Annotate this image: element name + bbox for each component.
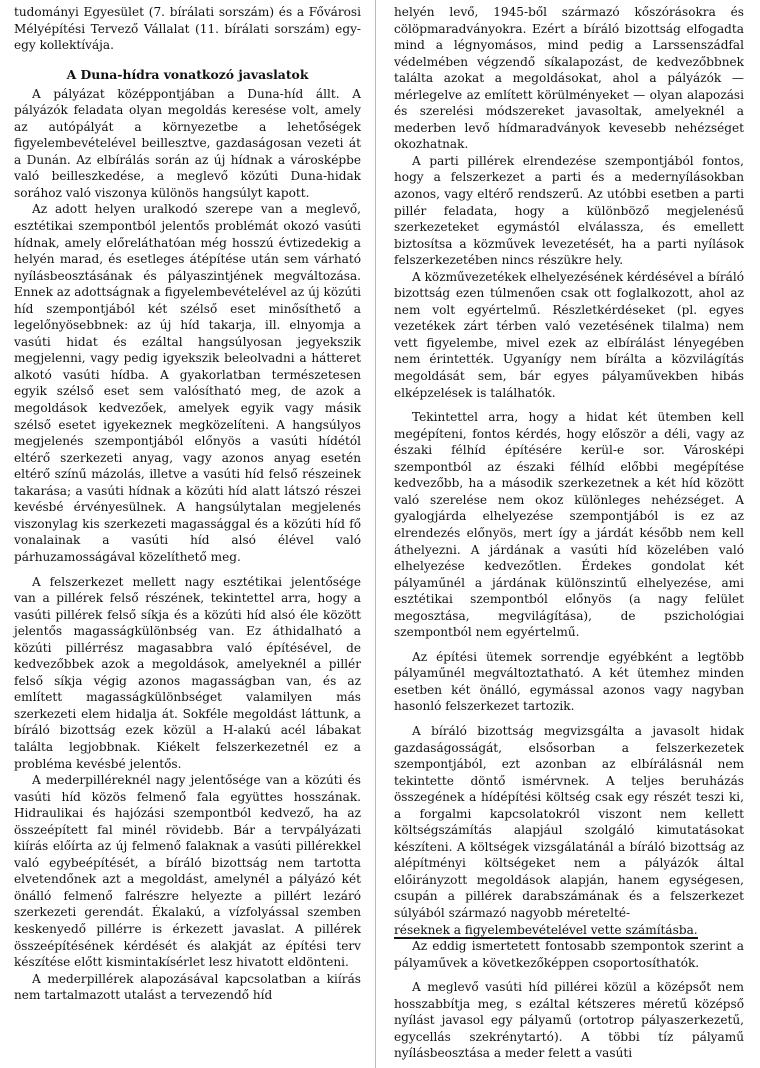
paragraph: Tekintettel arra, hogy a hidat két ütemben kell megépíteni, fontos kérdés, hogy először a déli, vagy az északi félhíd építésére kerül-e sor. Városképi szempontból az északi félhíd előbbi megépítése kedvezőbb, ha a második szerkezetnek a két híd között való szerelése nem okoz különleges nehézséget. A gyalogjárda elhelyezése szempontjából is ez az elrendezés előnyös, mert így a járdát később nem kell áthelyezni. A járdának a vasúti híd közelében való elhelyezése kedvezőtlen. Érdekes gondolat két pályaműnél a járdának különszintű elhelyezése, ami esztétikai szempontból előnyös (a nagy felület megosztása, megvilágítása), de pszichológiai szempontból nem egyértelmű.: [394, 410, 744, 640]
paragraph: helyén levő, 1945-ből származó kőszórásokra és cölöpmaradványokra. Ezért a bíráló bizottság elfogadta mind a légnyomásos, mind pedig a Larssenszádfal védelmében végzendő síkalapozást, de kedvezőbbnek találta azokat a megoldásokat, ahol a pályázók — mérlegelve az említett körülményeket — olyan alapozási és szerelési módszereket javasoltak, amelyeknél a mederben levő hídmaradványok kevesebb nehézséget okozhatnak.: [394, 5, 744, 152]
underlined-text: réseknek a figyelembevételével vette számításba.: [394, 922, 698, 937]
section-heading: A Duna-hídra vonatkozó javaslatok: [66, 66, 309, 82]
paragraph: A parti pillérek elrendezése szempontjából fontos, hogy a felszerkezet a parti és a medernyílásokban azonos, vagy eltérő rendszerű. Az utóbbi esetben a parti pillér feladata, hogy a különböző megjelenésű szerkezeteket egymástól elválassza, és emellett biztosítsa a közművek levezetését, ha a parti nyílások felszerkezetében nincs részükre hely.: [394, 153, 744, 268]
paragraph: Az eddig ismertetett fontosabb szempontok szerint a pályaművek a következőképpen csoportosíthatók.: [394, 939, 744, 970]
intro-paragraph: tudományi Egyesület (7. bírálati sorszám) és a Fővárosi Mélyépítési Tervező Vállalat (11. bírálati sorszám) egy-egy kollektívája.: [14, 5, 361, 53]
paragraph: Az építési ütemek sorrendje egyébként a legtöbb pályaműnél megváltoztatható. A két ütemhez minden esetben két önálló, egymással azonos vagy nagyban hasonló felszerkezet tartozik.: [394, 649, 744, 714]
underlined-line: [394, 922, 744, 939]
paragraph: A pályázat középpontjában a Duna-híd állt. A pályázók feladata olyan megoldás keresése volt, amely az autópályát a környezetbe a lehetőségek figyelembevételével beillesztve, gazdaságosan vezeti át a Dunán. Az elbírálás során az új hídnak a városképbe való beilleszkedése, a meglevő közúti Duna-hidak sorához való viszonya különös hangsúlyt kapott.: [14, 86, 361, 200]
paragraph: A mederpilléreknél nagy jelentősége van a közúti és vasúti híd közös felmenő fala együttes hosszának. Hidraulikai és hajózási szempontból kedvező, ha az összeépített fal minél rövidebb. Bár a tervpályázati kiírás előírta az új felmenő falaknak a vasúti pillérekkel való egybeépítését, a bíráló bizottság nem tartotta elvetendőnek azt a megoldást, amelynél a pályázó két önálló felmenő falrészre helyezte a pillért lezáró szerkezeti gerendát. Ékalakú, a vízfolyással szemben keskenyedő pillérre is érkezett javaslat. A pillérek összeépítésének kérdését és alakját az építési terv készítése előtt kismintakísérlet lesz hivatott eldönteni.: [14, 773, 361, 970]
paragraph: A mederpillérek alapozásával kapcsolatban a kiírás nem tartalmazott utalást a tervezendő híd: [14, 971, 361, 1003]
column-divider: [375, 0, 376, 1068]
paragraph: Az adott helyen uralkodó szerepe van a meglevő, esztétikai szempontból jelentős problémát okozó vasúti hídnak, amely előreláthatóan még hosszú évtizedekig a helyén marad, és esetleges átépítése után sem várható nyílásbeosztásának és pályaszintjének megváltozása. Ennek az adottságnak a figyelembevételével az új közúti híd szempontjából két szélső eset minősíthető a legelőnyösebbnek: az új híd takarja, ill. elnyomja a vasúti hidat és ezáltal hangsúlyosan jegyekszik megjelenni, vagy pedig igyekszik beleolvadni a hátteret alkotó vasúti hídba. A gyakorlatban természetesen egyik szélső eset sem valósítható meg, de azok a megoldások kedvezőek, amelyek egyik vagy másik szélső esetet igyekeznek megközelíteni. A hangsúlyos megjelenés szempontjából előnyös a vasúti hídétól eltérő szerkezeti anyag, vagy azonos anyag esetén eltérő színű mázolás, illetve a vasúti híd felső részeinek takarása; a vasúti hídnak a közúti híd alatt látszó részei kevésbé érvényesülnek. A hangsúlytalan megjelenés viszonylag kis szerkezeti magassággal és a közúti híd fő vonalainak a vasúti híd alsó élével való párhuzamosságával közelíthető meg.: [14, 202, 361, 564]
paragraph: A felszerkezet mellett nagy esztétikai jelentősége van a pillérek felső részének, tekintettel arra, hogy a vasúti pillérek felső síkja és a közúti híd alsó éle között jelentős magasságkülönbség van. Ez áthidalható a közúti pillérrész magasabbra való építésével, de kedvezőbbek azok a megoldások, amelyeknél a pillér felső síkja végig azonos magasságban van, és az említett magasságkülönbséget valamilyen más szerkezeti elem hidalja át. Sokféle megoldást láttunk, a bíráló bizottság ezek közül a H-alakú acél lábakat találta legjobbnak. Kiékelt felszerkezetnél ez a probléma kevésbé jelentős.: [14, 574, 361, 771]
paragraph: A bíráló bizottság megvizsgálta a javasolt hidak gazdaságosságát, elsősorban a felszerkezetek szempontjából, ezt azonban az elbírálásnál nem tekintette döntő ismérvnek. A teljes beruházás összegének a hídépítési költség csak egy részét teszi ki, a forgalmi kapcsolatokról viszont nem kellett költségszámítás alapjául szolgáló kimutatásokat készíteni. A költségek vizsgálatánál a bíráló bizottság az alépítményi költségeket nem a pályázók által előirányzott megoldások alapján, hanem egységesen, csupán a pillérek darabszámának és a felszerkezet súlyából származó nagyobb méretelté-: [394, 723, 744, 920]
paragraph: A meglevő vasúti híd pillérei közül a középsőt nem hosszabbítja meg, s ezáltal kétszeres méretű középső nyílást javasol egy pályamű (ortotrop pályaszerkezetű, egycellás szekrénytartó). A többi tíz pályamű nyílásbeosztása a meder felett a vasúti: [394, 980, 744, 1061]
right-column: [394, 4, 744, 1062]
paragraph: A közművezetékek elhelyezésének kérdésével a bíráló bizottság ezen túlmenően csak ott foglalkozott, ahol az nem volt egyértelmű. Részletkérdéseket (pl. egyes vezetékek zárt térben való vezetésének tilalma) nem vett figyelembe, mivel ezek az elbírálást lényegében nem érintették. Ugyanígy nem bírálta a közvilágítás megoldását sem, bár egyes pályaművekben hibás elképzelések is találhatók.: [394, 269, 744, 400]
left-column: [14, 4, 361, 1004]
